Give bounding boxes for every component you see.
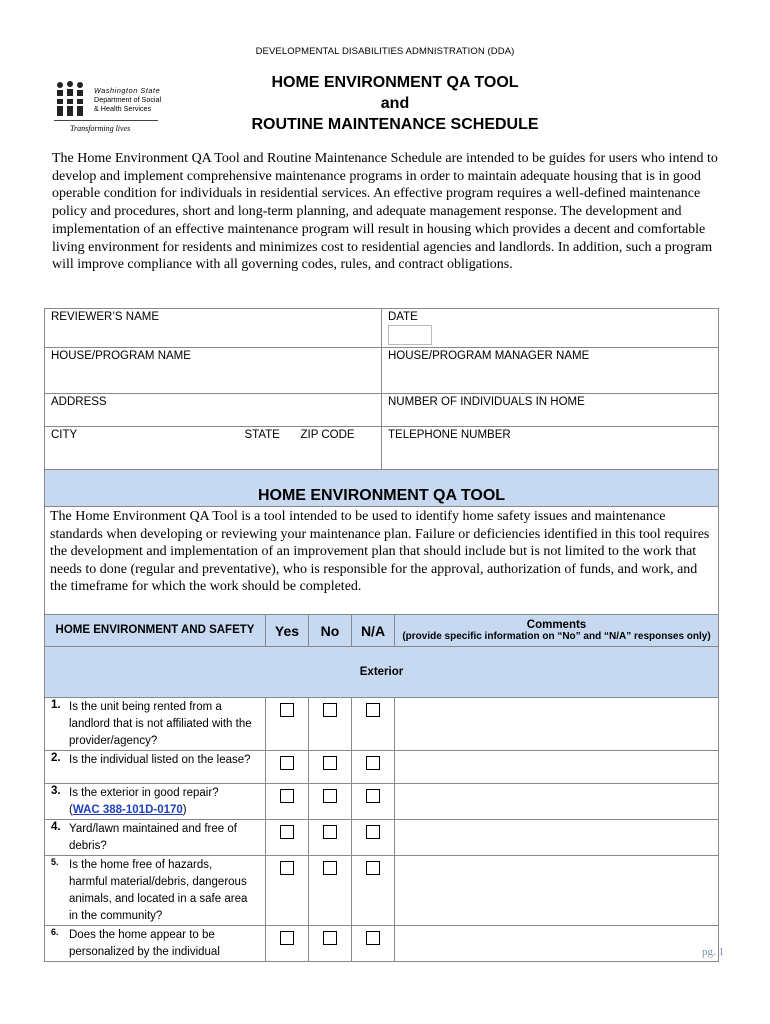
col-na-header: N/A [352,615,395,647]
title-line3: ROUTINE MAINTENANCE SCHEDULE [251,116,539,133]
q5-yes-checkbox[interactable] [280,861,294,875]
q1-text: Is the unit being rented from a landlord that is not affiliated with the provider/agency? [69,701,252,747]
intro-paragraph: The Home Environment QA Tool and Routine Maintenance Schedule are intended to be guides for users who intend to develop and implement comprehensive maintenance programs in order to maintain adequate housing that is in good operable condition for individuals in residential services. An effective program requires a well-defined maintenance policy and procedures, short and long-term planning, and adequate management response. The development and implementation of an effective maintenance program will result in housing which provides a decent and comfortable living environment for residents and minimizes cost to residential agencies and landlords. In addition, such a program will improve compliance with all governing codes, rules, and contract obligations. [52,151,718,273]
q5-comment-cell[interactable] [395,856,719,926]
table-row [45,784,719,820]
title-line1: HOME ENVIRONMENT QA TOOL [271,74,519,91]
col-comments-header [395,615,719,647]
q6-yes-checkbox[interactable] [280,931,294,945]
q3-paren-open: ( [69,804,73,816]
q3-yes-checkbox[interactable] [280,789,294,803]
house-program-label: HOUSE/PROGRAM NAME [51,350,191,362]
table-row [45,856,719,926]
q6-no-checkbox[interactable] [323,931,337,945]
q2-no-checkbox[interactable] [323,756,337,770]
num-individuals-field[interactable] [382,394,719,427]
q4-yes-checkbox[interactable] [280,825,294,839]
q2-number: 2. [51,752,61,764]
house-program-field[interactable] [45,348,382,394]
date-label: DATE [388,311,418,323]
qa-tool-description: The Home Environment QA Tool is a tool intended to be used to identify home safety issues and maintenance standards when developing or reviewing your maintenance plan. Failure or deficiencies identified in this tool requires the development and implementation of an improvement plan that should include but is not limited to the work that needs to done (regular and preventative), who is responsible for the approval, authorization of funds, and work, and the timeframe for which the work should be completed. [44,506,719,617]
col-item-header: HOME ENVIRONMENT AND SAFETY [45,615,266,647]
q1-no-checkbox[interactable] [323,703,337,717]
q5-number: 5. [51,857,59,867]
q1-number: 1. [51,699,61,711]
q2-na-checkbox[interactable] [366,756,380,770]
q3-comment-cell[interactable] [395,784,719,820]
address-field[interactable] [45,394,382,427]
telephone-field[interactable] [382,427,719,472]
qa-tool-heading: HOME ENVIRONMENT QA TOOL [44,469,719,507]
col-yes-header: Yes [266,615,309,647]
table-row [45,698,719,751]
reviewer-name-field[interactable] [45,309,382,348]
logo-tagline: Transforming lives [70,124,131,133]
reviewer-label: REVIEWER’S NAME [51,311,159,323]
dshs-logo [52,78,162,140]
q4-na-checkbox[interactable] [366,825,380,839]
q3-na-checkbox[interactable] [366,789,380,803]
q5-no-checkbox[interactable] [323,861,337,875]
document-title [200,72,590,135]
logo-line1: Washington State [94,86,161,95]
comments-subtitle: (provide specific information on “No” and “N/A” responses only) [402,631,711,642]
col-no-header: No [309,615,352,647]
q3-no-checkbox[interactable] [323,789,337,803]
telephone-label: TELEPHONE NUMBER [388,429,511,441]
info-table [44,308,719,472]
q6-text: Does the home appear to be personalized by the individual [69,929,220,958]
q4-no-checkbox[interactable] [323,825,337,839]
logo-line3: & Health Services [94,104,152,113]
people-logo-icon [52,80,92,120]
checklist-table [44,614,719,962]
q5-na-checkbox[interactable] [366,861,380,875]
table-row [45,820,719,856]
q3-paren-close: ) [182,804,187,816]
q5-text: Is the home free of hazards, harmful material/debris, dangerous animals, and located in a safe area in the community? [69,859,248,922]
logo-line2: Department of Social [94,95,162,104]
q4-text: Yard/lawn maintained and free of debris? [69,823,237,852]
q4-number: 4. [51,821,61,833]
page-number: pg. 1 [702,946,724,958]
q4-comment-cell[interactable] [395,820,719,856]
q2-comment-cell[interactable] [395,751,719,784]
section-exterior: Exterior [45,647,719,698]
q1-comment-cell[interactable] [395,698,719,751]
table-row [45,751,719,784]
q6-na-checkbox[interactable] [366,931,380,945]
wac-link[interactable]: WAC 388-101D-0170 [72,804,183,816]
q1-yes-checkbox[interactable] [280,703,294,717]
address-label: ADDRESS [51,396,107,408]
q2-text: Is the individual listed on the lease? [69,754,251,766]
table-row [45,926,719,962]
logo-rule [54,120,158,121]
city-label: CITY [51,429,78,441]
manager-label: HOUSE/PROGRAM MANAGER NAME [388,350,590,362]
q1-na-checkbox[interactable] [366,703,380,717]
date-input[interactable] [388,325,432,345]
q3-number: 3. [51,785,61,797]
q6-number: 6. [51,927,59,937]
title-line2: and [380,95,410,112]
manager-name-field[interactable] [382,348,719,394]
date-field[interactable] [382,309,719,348]
q6-comment-cell[interactable] [395,926,719,962]
comments-title: Comments [526,619,587,631]
q2-yes-checkbox[interactable] [280,756,294,770]
num-individuals-label: NUMBER OF INDIVIDUALS IN HOME [388,396,585,408]
city-state-zip-field[interactable] [45,427,382,472]
state-label: STATE [244,429,280,441]
q3-text: Is the exterior in good repair? [69,787,219,799]
agency-header: DEVELOPMENTAL DISABILITIES ADMNISTRATION (DDA) [255,46,515,57]
zip-label: ZIP CODE [300,429,355,441]
